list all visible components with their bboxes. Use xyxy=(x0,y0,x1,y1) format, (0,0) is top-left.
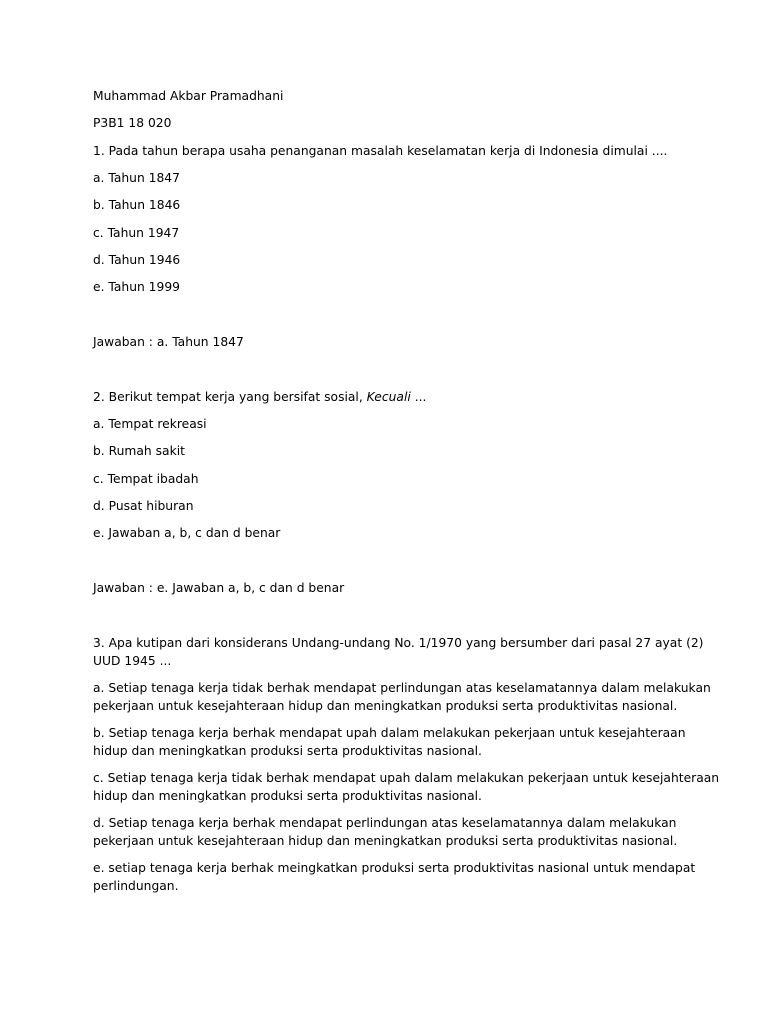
q3-option-d-line: d. Setiap tenaga kerja berhak mendapat perlindungan atas keselamatannya dalam melakukan xyxy=(93,816,677,830)
q1-answer: Jawaban : a. Tahun 1847 xyxy=(93,335,244,349)
q3-option-d xyxy=(93,814,678,850)
q2-option-a: a. Tempat rekreasi xyxy=(93,417,207,431)
q3-option-e-line: e. setiap tenaga kerja berhak meingkatkan produksi serta produktivitas nasional untuk mendapat xyxy=(93,861,696,875)
q2-question-prefix: 2. Berikut tempat kerja yang bersifat sosial, xyxy=(93,390,367,404)
q3-option-d-line: pekerjaan untuk kesejahteraan hidup dan meningkatkan produksi serta produktivitas nasional. xyxy=(93,834,678,848)
q2-option-e: e. Jawaban a, b, c dan d benar xyxy=(93,526,281,540)
q3-option-c-line: hidup dan meningkatkan produksi serta produktivitas nasional. xyxy=(93,789,482,803)
q3-question-line: UUD 1945 ... xyxy=(93,654,172,668)
q3-option-c-line: c. Setiap tenaga kerja tidak berhak mendapat upah dalam melakukan pekerjaan untuk kesejahteraan xyxy=(93,771,720,785)
q1-option-b: b. Tahun 1846 xyxy=(93,198,181,212)
q3-option-a-line: pekerjaan untuk kesejahteraan hidup dan meningkatkan produksi serta produktivitas nasional. xyxy=(93,699,678,713)
q3-option-b xyxy=(93,724,686,760)
q3-option-a xyxy=(93,679,711,715)
q2-option-c: c. Tempat ibadah xyxy=(93,472,199,486)
q1-option-d: d. Tahun 1946 xyxy=(93,253,181,267)
author-name: Muhammad Akbar Pramadhani xyxy=(93,89,284,103)
q2-option-b: b. Rumah sakit xyxy=(93,444,185,458)
q1-option-a: a. Tahun 1847 xyxy=(93,171,180,185)
q2-question-emphasis: Kecuali xyxy=(366,390,411,404)
q3-option-e-line: perlindungan. xyxy=(93,879,179,893)
question-2 xyxy=(93,390,426,405)
q3-question-line: 3. Apa kutipan dari konsiderans Undang-undang No. 1/1970 yang bersumber dari pasal 27 ayat (2) xyxy=(93,636,704,650)
q1-option-e: e. Tahun 1999 xyxy=(93,280,180,294)
q1-option-c: c. Tahun 1947 xyxy=(93,226,180,240)
q3-option-b-line: b. Setiap tenaga kerja berhak mendapat upah dalam melakukan pekerjaan untuk kesejahteraan xyxy=(93,726,686,740)
q2-answer: Jawaban : e. Jawaban a, b, c dan d benar xyxy=(93,581,345,595)
q3-option-c xyxy=(93,769,720,805)
q3-option-e xyxy=(93,859,696,895)
q2-question-suffix: ... xyxy=(410,390,427,404)
student-id: P3B1 18 020 xyxy=(93,116,172,130)
q3-option-b-line: hidup dan meningkatkan produksi serta produktivitas nasional. xyxy=(93,744,482,758)
q2-option-d: d. Pusat hiburan xyxy=(93,499,194,513)
question-1: 1. Pada tahun berapa usaha penanganan masalah keselamatan kerja di Indonesia dimulai .... xyxy=(93,144,668,158)
question-3 xyxy=(93,634,704,670)
q3-option-a-line: a. Setiap tenaga kerja tidak berhak mendapat perlindungan atas keselamatannya dalam melakukan xyxy=(93,681,711,695)
